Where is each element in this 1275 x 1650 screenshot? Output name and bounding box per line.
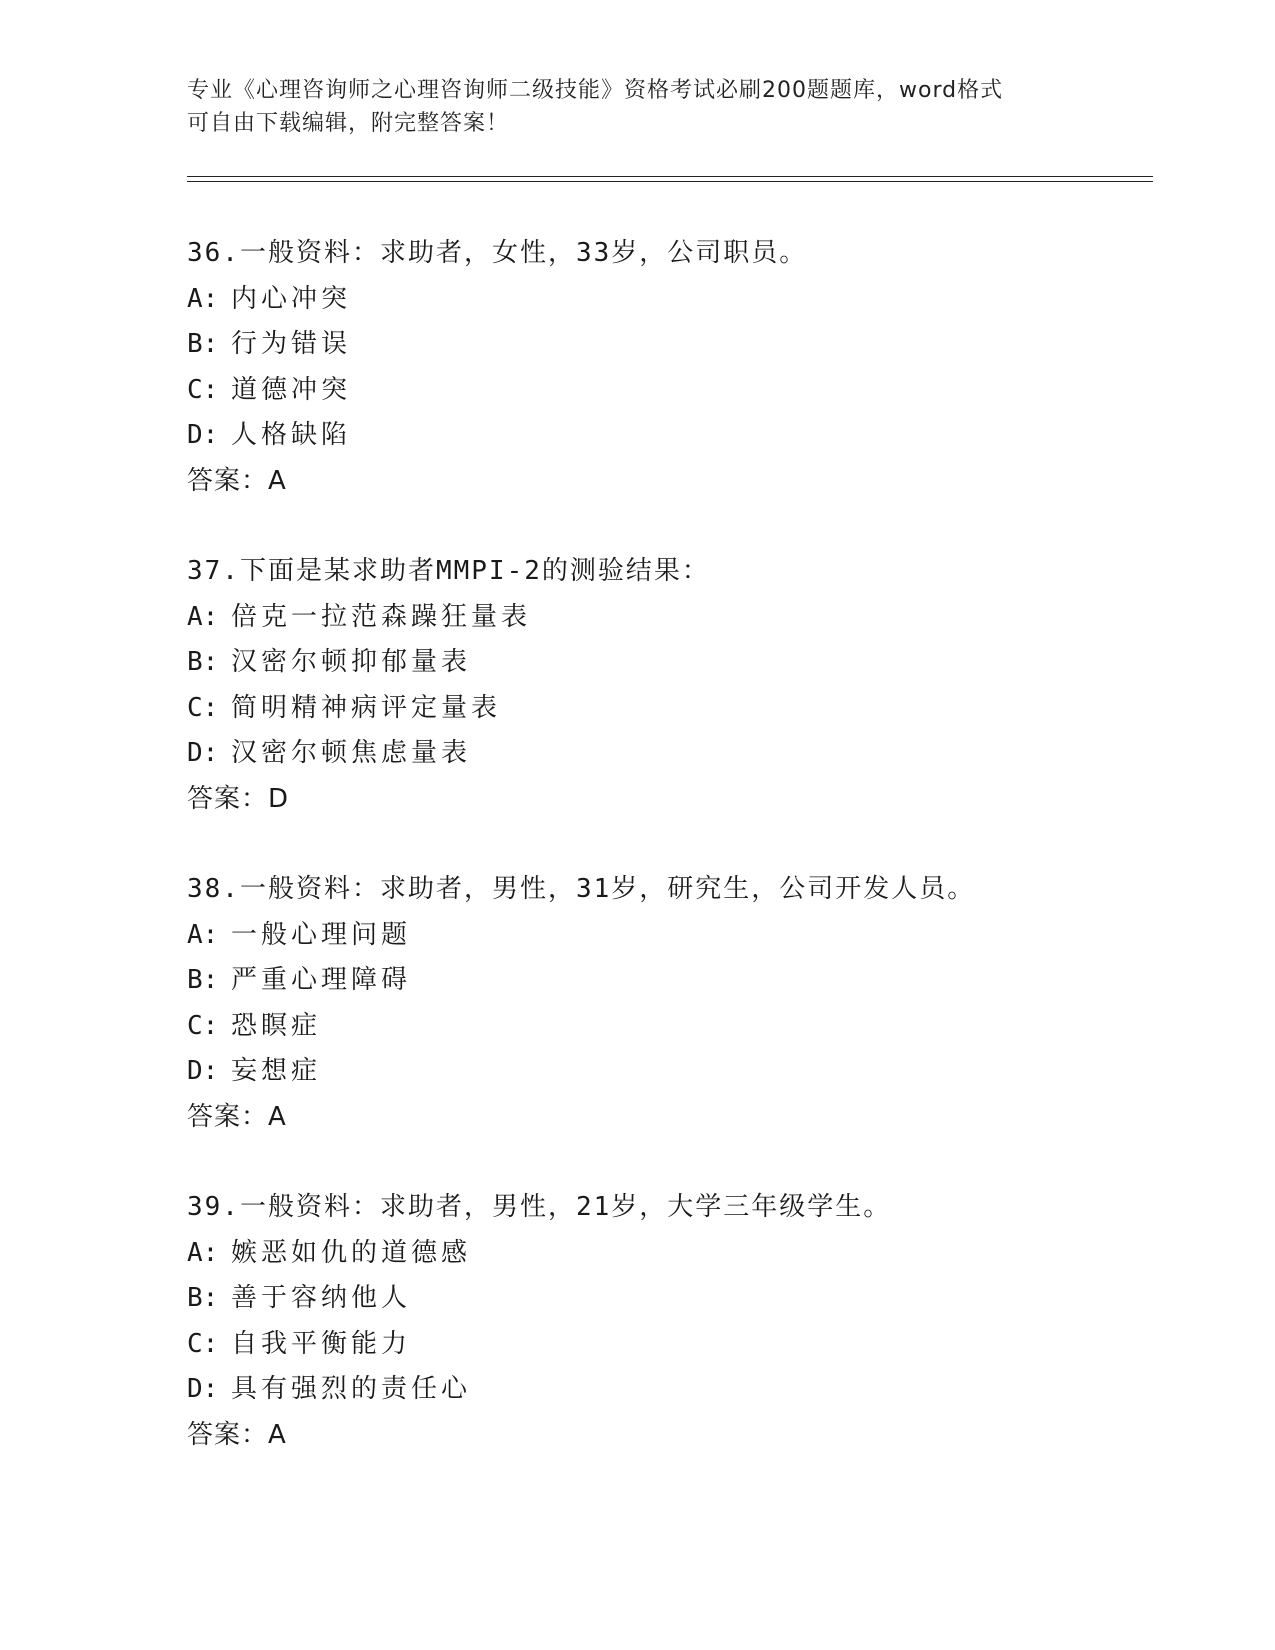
option-d	[187, 731, 1153, 777]
option-b	[187, 322, 1153, 368]
question-38	[187, 867, 1153, 1185]
answer-line: 答案：A	[187, 1101, 287, 1132]
option-text: 善于容纳他人	[231, 1283, 412, 1313]
answer-line: 答案：D	[187, 783, 290, 814]
question-36	[187, 231, 1153, 549]
question-37	[187, 549, 1153, 867]
option-text: 具有强烈的责任心	[231, 1374, 472, 1404]
option-text: 内心冲突	[231, 283, 352, 314]
option-letter: D:	[187, 738, 219, 768]
option-a	[187, 913, 1153, 959]
answer-line: 答案：A	[187, 1419, 287, 1450]
option-b	[187, 640, 1153, 686]
header-line-1: 专业《心理咨询师之心理咨询师二级技能》资格考试必刷200题题库，word格式	[187, 78, 1004, 103]
question-title: 38.一般资料：求助者，男性，31岁，研究生，公司开发人员。	[187, 874, 976, 904]
answer-line: 答案：A	[187, 465, 287, 496]
option-letter: B:	[187, 647, 219, 677]
option-c	[187, 368, 1153, 414]
option-b	[187, 1276, 1153, 1322]
option-text: 行为错误	[231, 329, 352, 359]
option-letter: A:	[187, 919, 219, 950]
option-letter: B:	[187, 329, 219, 359]
option-letter: C:	[187, 1328, 219, 1359]
option-text: 自我平衡能力	[231, 1328, 412, 1359]
option-b	[187, 958, 1153, 1004]
question-list	[187, 231, 1153, 1503]
option-letter: A:	[187, 283, 219, 314]
question-title: 37.下面是某求助者MMPI-2的测验结果：	[187, 556, 710, 586]
option-text: 汉密尔顿抑郁量表	[231, 647, 472, 677]
option-text: 恐瞑症	[231, 1010, 322, 1041]
header-line-2: 可自由下载编辑，附完整答案！	[187, 111, 510, 136]
option-text: 简明精神病评定量表	[231, 692, 502, 723]
option-text: 妄想症	[231, 1056, 322, 1086]
option-d	[187, 413, 1153, 459]
option-letter: A:	[187, 1237, 219, 1268]
option-text: 严重心理障碍	[231, 965, 412, 995]
option-d	[187, 1049, 1153, 1095]
option-text: 倍克一拉范森躁狂量表	[231, 601, 532, 632]
option-a	[187, 277, 1153, 323]
option-letter: C:	[187, 692, 219, 723]
option-a	[187, 595, 1153, 641]
document-header	[187, 74, 1087, 140]
option-letter: C:	[187, 374, 219, 405]
option-c	[187, 1322, 1153, 1368]
header-divider-bottom	[187, 181, 1153, 182]
question-title: 36.一般资料：求助者，女性，33岁，公司职员。	[187, 238, 808, 268]
option-letter: A:	[187, 601, 219, 632]
option-letter: B:	[187, 965, 219, 995]
question-title: 39.一般资料：求助者，男性，21岁，大学三年级学生。	[187, 1192, 892, 1222]
option-text: 人格缺陷	[231, 420, 352, 450]
header-divider-top	[187, 176, 1153, 177]
option-letter: D:	[187, 1056, 219, 1086]
option-letter: D:	[187, 1374, 219, 1404]
option-letter: C:	[187, 1010, 219, 1041]
option-letter: B:	[187, 1283, 219, 1313]
option-c	[187, 1004, 1153, 1050]
option-text: 道德冲突	[231, 374, 352, 405]
option-letter: D:	[187, 420, 219, 450]
option-text: 一般心理问题	[231, 919, 412, 950]
question-39	[187, 1185, 1153, 1503]
option-text: 汉密尔顿焦虑量表	[231, 738, 472, 768]
option-a	[187, 1231, 1153, 1277]
option-d	[187, 1367, 1153, 1413]
option-text: 嫉恶如仇的道德感	[231, 1237, 472, 1268]
option-c	[187, 686, 1153, 732]
